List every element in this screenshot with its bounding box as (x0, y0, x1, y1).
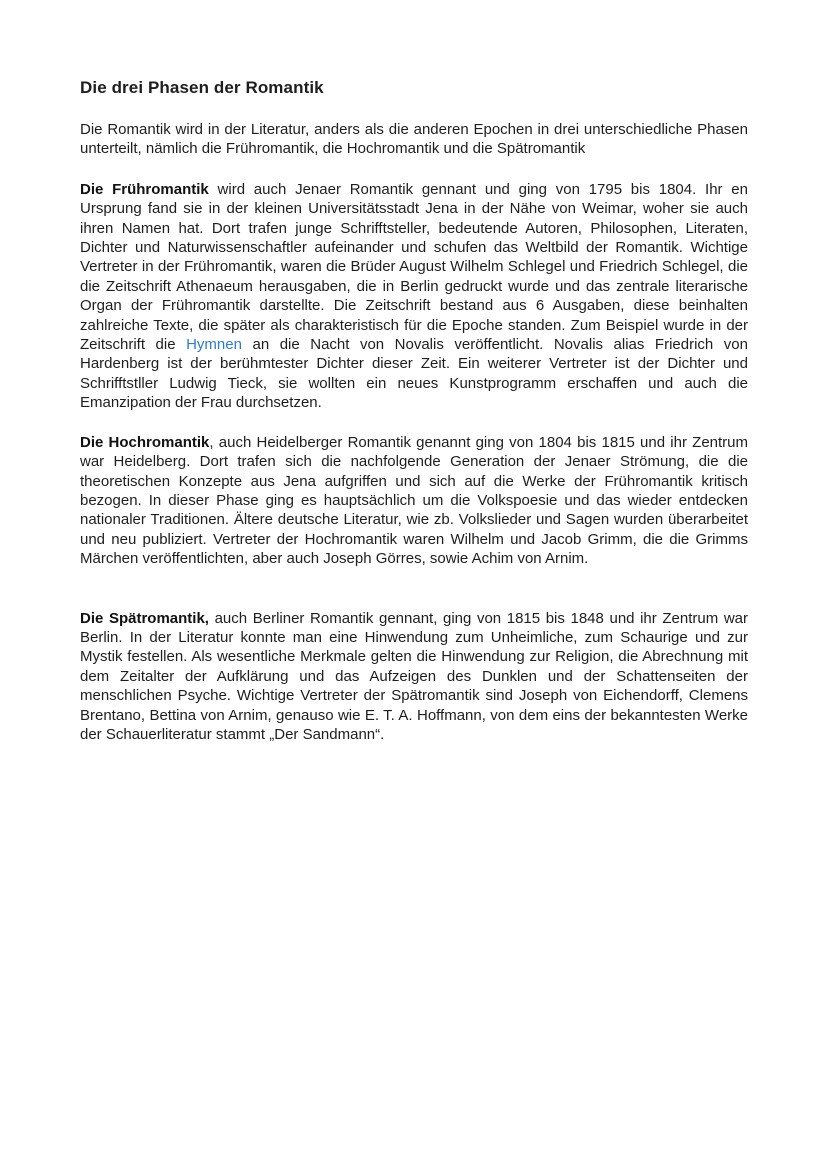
fruehromantik-text-1: wird auch Jenaer Romantik gennant und ging von 1795 bis 1804. Ihr en Ursprung fand sie in der kleinen Universitätsstadt Jena in der Nähe von Weimar, woher sie auch ihren Namen hat. Dort trafen junge Schrifftsteller, bedeutende Autoren, Philosophen, Literaten, Dichter und Naturwissenschaftler aufeinander und schufen das Weltbild der Romantik. Wichtige Vertreter in der Frühromantik, waren die Brüder August Wilhelm Schlegel und Friedrich Schlegel, die die Zeitschrift Athenaeum herausgaben, die in Berlin gedruckt wurde und das zentrale literarische Organ der Frühromantik darstellte. Die Zeitschrift bestand aus 6 Ausgaben, diese beinhalten zahlreiche Texte, die später als charakteristisch für die Epoche standen. Zum Beispiel wurde in der Zeitschrift die (80, 180, 748, 354)
intro-paragraph: Die Romantik wird in der Literatur, anders als die anderen Epochen in drei unterschiedliche Phasen unterteilt, nämlich die Frühromantik, die Hochromantik und die Spätromantik (80, 121, 748, 158)
fruehromantik-text-2: an die Nacht von Novalis veröffentlicht. Novalis alias Friedrich von Hardenberg ist der berühmtester Dichter dieser Zeit. Ein weiterer Vertreter ist der Dichter und Schrifftstller Ludwig Tieck, sie wollten ein neues Kunstprogramm erschaffen und auch die Emanzipation der Frau durchsetzen. (80, 336, 748, 412)
hymnen-link[interactable]: Hymnen (186, 336, 242, 354)
document-page (80, 78, 748, 744)
spaetromantik-heading: Die Spätromantik, (80, 609, 209, 627)
hochromantik-text: , auch Heidelberger Romantik genannt ging von 1804 bis 1815 und ihr Zentrum war Heidelberg. Dort trafen sich die nachfolgende Generation der Jenaer Strömung, die die theoretischen Konzepte aus Jena aufgriffen und sich auf die Werke der Frühromantik kritisch bezogen. In dieser Phase ging es hauptsächlich um die Volkspoesie und das wieder entdecken nationaler Traditionen. Ältere deutsche Literatur, wie zb. Volkslieder und Sagen wurden überarbeitet und neu publiziert. Vertreter der Hochromantik waren Wilhelm und Jacob Grimm, die die Grimms Märchen veröffentlichten, aber auch Joseph Görres, sowie Achim von Arnim. (80, 433, 749, 568)
spaetromantik-text: auch Berliner Romantik gennant, ging von 1815 bis 1848 und ihr Zentrum war Berlin. In der Literatur konnte man eine Hinwendung zum Unheimliche, zum Schaurige und zur Mystik festellen. Als wesentliche Merkmale gelten die Hinwendung zur Religion, die Abrechnung mit dem Zeitalter der Aufklärung und das Aufzeigen des Dunklen und der Schattenseiten der menschlichen Psyche. Wichtige Vertreter der Spätromantik sind Joseph von Eichendorff, Clemens Brentano, Bettina von Arnim, genauso wie E. T. A. Hoffmann, von dem eins der bekanntesten Werke der Schauerliteratur stammt „Der Sandmann“. (80, 609, 749, 743)
spaetromantik-paragraph (80, 609, 748, 745)
hochromantik-paragraph (80, 433, 748, 569)
fruehromantik-paragraph (80, 180, 748, 413)
page-title: Die drei Phasen der Romantik (80, 78, 324, 97)
hochromantik-heading: Die Hochromantik (80, 433, 210, 451)
fruehromantik-heading: Die Frühromantik (80, 180, 209, 198)
